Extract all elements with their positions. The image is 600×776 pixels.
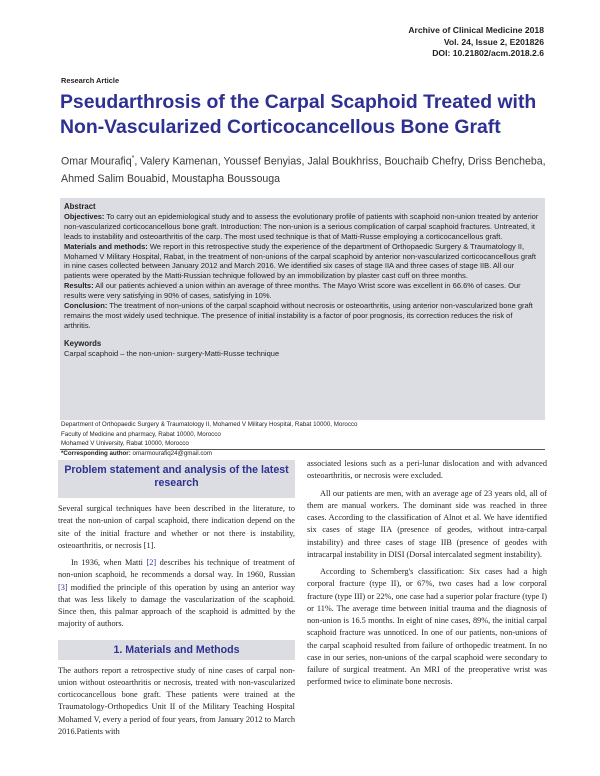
affiliation-1: Department of Orthopaedic Surgery & Traumatology II, Mohamed V Military Hospital, Rabat 10000, Morocco [61, 421, 358, 428]
author-list [61, 150, 551, 189]
abstract-methods: Materials and methods: We report in this retrospective study the experience of the department of Orthopaedic Surgery & Traumatology II, Mohamed V Military Hospital, Rabat, in the treatment of non-unions of the carpal scaphoid by anterior non-vascularized corticocancellous graft in nine cases collected between January 2012 and March 2016. We identified six cases of stage IIA and three cases of stage IIB. All our patients were operated by the Matti-Russian technique followed by an immobilization by plaster cast cuff on three months. [64, 241, 536, 281]
keywords: Carpal scaphoid – the non-union- surgery-Matti-Russe technique [64, 348, 280, 358]
first-author: Omar Mourafiq [61, 155, 132, 168]
article-type: Research Article [61, 76, 120, 85]
corresponding-email[interactable]: omarmourafiq24@gmail.com [130, 449, 213, 457]
other-authors: , Valery Kamenan, Youssef Benyias, Jalal Boukhriss, Bouchaib Chefry, Driss Bencheba, Ahmed Salim Bouabid, Moustapha Boussouga [61, 155, 546, 186]
corresponding-mark: * [131, 155, 135, 162]
reference-link[interactable]: [2] [146, 558, 157, 567]
title-line-2: Non-Vascularized Corticocancellous Bone Graft [60, 116, 501, 138]
abstract-heading: Abstract [64, 202, 96, 211]
left-column [58, 460, 295, 738]
abstract-objectives: Objectives: To carry out an epidemiological study and to assess the evolutionary profile of patients with scaphoid non-union treated by anterior non-vascularized corticocancellous bone graft. Introduction: The non-union is a serious complication of carpal scaphoid fractures. Untreated, it leads to instability and osteoarthritis of the carp. The most used technique is that of Matti-Russe employing a corticocancellous graft. [64, 211, 539, 241]
paragraph: Several surgical techniques have been described in the literature, to treat the non-union of carpal scaphoid, there indication depend on the site of the initial fracture and whether or not there is instability, osteoarthritis, or necrosis [1]. [58, 504, 295, 550]
journal-name: Archive of Clinical Medicine 2018 [408, 25, 544, 35]
paragraph: All our patients are men, with an average age of 23 years old, all of them are manual workers. The dominant side was reached in three cases. According to the classification of Alnot et al. We have identified six cases of stage IIA (presence of geodes, without intra-carpal instability) and three cases of stage IIB (presence of geodes with intracarpal instability in DISI (Dorsal intercalated segment instability). [307, 488, 547, 559]
right-column [307, 458, 547, 689]
journal-header [408, 25, 544, 60]
abstract-box [60, 198, 545, 420]
journal-volume: Vol. 24, Issue 2, E201826 [443, 36, 544, 47]
abstract-results: Results: All our patients achieved a union within an average of three months. The Mayo Wrist score was excellent in 66.6% of cases. Our results were very satisfying in 90% of cases, satisfying in 10%. [64, 281, 521, 301]
corresponding-author: *Corresponding author: omarmourafiq24@gmail.com [61, 449, 213, 457]
affiliation-3: Mohamed V University, Rabat 10000, Morocco [61, 440, 189, 448]
divider [60, 449, 545, 450]
affiliation-2: Faculty of Medicine and pharmacy, Rabat 10000, Morocco [61, 430, 221, 438]
paragraph: associated lesions such as a peri-lunar dislocation and with advanced osteoarthritis, or necrosis were excluded. [307, 459, 547, 481]
journal-doi[interactable]: DOI: 10.21802/acm.2018.2.6 [432, 48, 544, 59]
page-title [60, 90, 560, 140]
paragraph: The authors report a retrospective study of nine cases of carpal non-union without osteoarthritis or necrosis, treated with non-vascularized corticocancellous bone graft. These patients were trained at the Traumatology-Orthopedics Unit II of the Military Teaching Hospital Mohamed V, every a period of four years, from January 2012 to March 2016.Patients with [58, 665, 295, 736]
affiliations [61, 420, 531, 458]
title-line-1: Pseudarthrosis of the Carpal Scaphoid Treated with [60, 91, 537, 113]
keywords-heading: Keywords [64, 338, 102, 348]
reference-link[interactable]: [3] [58, 582, 68, 592]
paragraph: According to Schernberg's classification: Six cases had a high corporal fracture (type II), or 67%, two cases had a low corporal fracture (type III) or 22%, one case had a superior polar fracture (type I) or 11%. The average time between initial trauma and the diagnosis of non-union is 16.5 months. In eight of nine cases, 89%, the initial carpal scaphoid fracture was unnoticed. In one of our patients, non-unions of the carpal scaphoid resulted from failure of orthopedic treatment. In no case in our series, non-unions of the carpal scaphoid were secondary to failure of surgical treatment. An MRI of the preoperative wrist was performed twice to eliminate bone necrosis. [307, 567, 547, 687]
section-heading-methods: 1. Materials and Methods [58, 640, 295, 660]
section-heading-problem: Problem statement and analysis of the latest research [58, 460, 295, 498]
abstract-conclusion: Conclusion: The treatment of non-unions of the carpal scaphoid without necrosis or osteoarthritis, using anterior non-vascularized bone graft remains the most widely used technique. The presence of initial instability is a factor of poor prognosis, its correction reduces the risk of arthritis. [64, 301, 533, 330]
paragraph: In 1936, when Matti [2] describes his technique of treatment of non-union scaphoid, he recommends a dorsal way. In 1960, Russian [3] modified the principle of this operation by using an anterior way that was less likely to damage the vascularization of the scaphoid. Since then, this palmar approach of the scaphoid is admitted by the majority of authors. [58, 558, 296, 629]
